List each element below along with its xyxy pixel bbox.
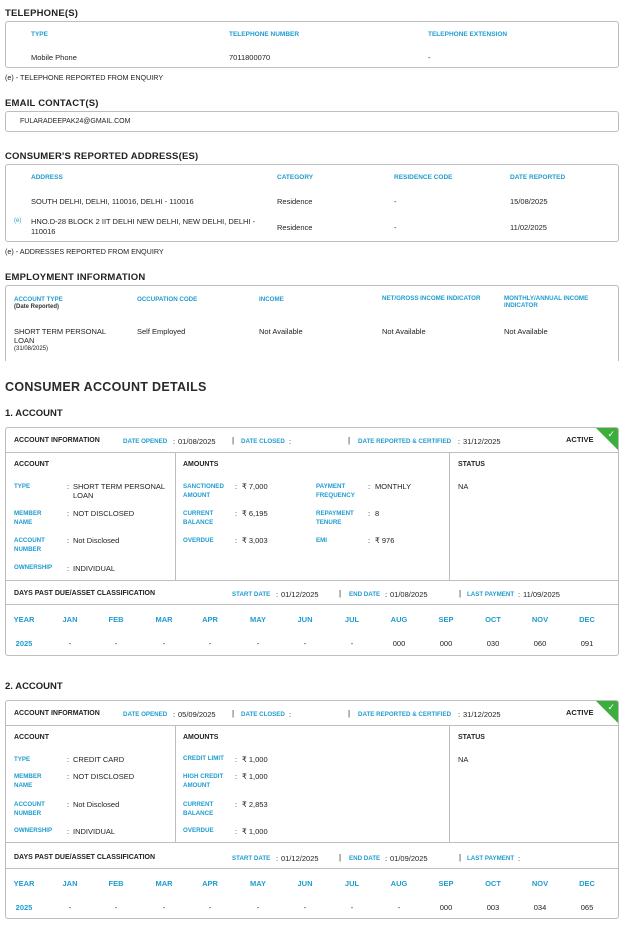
month-label: AUG (390, 879, 408, 888)
month-value: 091 (580, 639, 594, 648)
addresses-note: (e) - ADDRESSES REPORTED FROM ENQUIRY (5, 247, 164, 256)
account-2-date-reported-label: DATE REPORTED & CERTIFIED (358, 711, 452, 718)
telephones-table (5, 21, 619, 68)
account-col-title: ACCOUNT (14, 734, 49, 741)
month-label: OCT (485, 879, 501, 888)
month-value: - (68, 639, 72, 648)
address-2-category: Residence (277, 223, 313, 232)
amount-value: ₹ 7,000 (242, 482, 268, 491)
colon: : (235, 482, 238, 491)
amount-value: ₹ 6,195 (242, 509, 268, 518)
month-value: 030 (486, 639, 500, 648)
employment-date: (31/08/2025) (14, 346, 49, 352)
account-2-ownership: INDIVIDUAL (73, 827, 116, 836)
month-value: - (68, 903, 72, 912)
month-value: 000 (392, 639, 406, 648)
telephone-extension: - (428, 53, 431, 62)
amount-value: ₹ 3,003 (242, 536, 268, 545)
month-label: DEC (579, 615, 595, 624)
account-2-end-date: 01/09/2025 (390, 854, 428, 863)
colon: : (289, 437, 292, 446)
account-1-start-date: 01/12/2025 (281, 590, 319, 599)
month-label: DEC (579, 879, 595, 888)
month-label: NOV (531, 879, 549, 888)
month-value: - (162, 639, 166, 648)
addresses-header-date: DATE REPORTED (510, 174, 566, 181)
amount-label: OVERDUE (183, 537, 214, 544)
month-value: - (114, 639, 118, 648)
employment-occupation: Self Employed (137, 327, 186, 336)
account-2-member-name: NOT DISCLOSED (73, 772, 135, 781)
amount-label: CURRENT BALANCE (183, 510, 214, 526)
amount-value: MONTHLY (375, 482, 412, 491)
account-1-date-reported: 31/12/2025 (463, 437, 501, 446)
colon: : (67, 800, 70, 809)
status-col-title: STATUS (458, 461, 485, 468)
account-1-card (5, 427, 619, 656)
month-label: JAN (62, 615, 78, 624)
colon: : (368, 536, 371, 545)
month-value: - (162, 903, 166, 912)
colon: : (458, 437, 461, 446)
separator: | (339, 589, 342, 598)
addresses-table (5, 164, 619, 242)
amount-value: ₹ 976 (375, 536, 395, 545)
account-details-title: CONSUMER ACCOUNT DETAILS (5, 380, 207, 394)
colon: : (368, 482, 371, 491)
account-2-year: 2025 (15, 903, 33, 912)
account-2-info-label: ACCOUNT INFORMATION (14, 710, 100, 717)
account-1-type: SHORT TERM PERSONAL LOAN (73, 482, 165, 500)
colon: : (235, 536, 238, 545)
telephones-header-number: TELEPHONE NUMBER (229, 31, 300, 38)
amounts-col-title: AMOUNTS (183, 461, 219, 468)
employment-monthly-annual: Not Available (504, 327, 548, 336)
account-2-status: NA (458, 755, 469, 764)
last-payment-label: LAST PAYMENT (467, 855, 515, 862)
email-box (5, 111, 619, 132)
check-icon: ✓ (607, 702, 615, 712)
year-label: YEAR (13, 615, 35, 624)
employment-title: EMPLOYMENT INFORMATION (5, 272, 146, 283)
month-label: MAY (250, 879, 266, 888)
amount-value: ₹ 1,000 (242, 827, 268, 836)
month-label: SEP (438, 615, 454, 624)
employment-income: Not Available (259, 327, 303, 336)
month-label: NOV (531, 615, 549, 624)
month-value: - (208, 639, 212, 648)
check-icon: ✓ (607, 429, 615, 439)
amount-label: REPAYMENT TENURE (316, 510, 354, 526)
amount-label: CURRENT BALANCE (183, 801, 214, 817)
amount-value: ₹ 2,853 (242, 800, 268, 809)
account-2-status-badge: ACTIVE (566, 708, 594, 717)
account-1-last-payment: 11/09/2025 (523, 590, 560, 599)
colon: : (67, 536, 70, 545)
month-label: FEB (108, 615, 124, 624)
colon: : (235, 755, 238, 764)
separator: | (348, 709, 351, 718)
colon: : (67, 755, 70, 764)
amount-label: SANCTIONED AMOUNT (183, 483, 224, 499)
colon: : (235, 772, 238, 781)
member-name-label: MEMBER NAME (14, 510, 42, 526)
end-date-label: END DATE (349, 855, 381, 862)
telephone-type: Mobile Phone (31, 53, 77, 62)
amount-label: EMI (316, 537, 328, 544)
account-2-date-closed-label: DATE CLOSED (241, 711, 285, 718)
addresses-header-category: CATEGORY (277, 174, 314, 181)
colon: : (289, 710, 292, 719)
colon: : (276, 854, 279, 863)
email-value: FULARADEEPAK24@GMAIL.COM (20, 118, 131, 125)
employment-net-gross: Not Available (382, 327, 426, 336)
account-col-title: ACCOUNT (14, 461, 49, 468)
month-value: - (256, 639, 260, 648)
employment-header-date-reported: (Date Reported) (14, 304, 60, 310)
colon: : (67, 509, 70, 518)
separator: | (232, 709, 235, 718)
account-1-date-reported-label: DATE REPORTED & CERTIFIED (358, 438, 452, 445)
month-value: 034 (533, 903, 547, 912)
employment-header-occupation: OCCUPATION CODE (137, 296, 198, 303)
month-label: JAN (62, 879, 78, 888)
account-2-type: CREDIT CARD (73, 755, 125, 764)
amount-value: ₹ 1,000 (242, 755, 268, 764)
employment-account-type: SHORT TERM PERSONAL LOAN (14, 327, 106, 345)
month-value: - (350, 639, 354, 648)
month-label: AUG (390, 615, 408, 624)
month-label: JUN (297, 879, 313, 888)
month-value: 003 (486, 903, 500, 912)
account-2-date-opened-label: DATE OPENED (123, 711, 168, 718)
colon: : (235, 509, 238, 518)
month-label: JUL (344, 879, 360, 888)
address-1-category: Residence (277, 197, 313, 206)
employment-header-net-gross: NET/GROSS INCOME INDICATOR (382, 295, 481, 302)
last-payment-label: LAST PAYMENT (467, 591, 515, 598)
amount-value: 8 (375, 509, 380, 518)
colon: : (67, 772, 70, 781)
account-2-account-number: Not Disclosed (73, 800, 120, 809)
colon: : (173, 710, 176, 719)
month-value: - (350, 903, 354, 912)
month-label: APR (202, 615, 218, 624)
month-value: 065 (580, 903, 594, 912)
address-1-text: SOUTH DELHI, DELHI, 110016, DELHI - 110016 (31, 197, 194, 206)
type-label: TYPE (14, 483, 31, 490)
amount-label: PAYMENT FREQUENCY (316, 483, 355, 499)
colon: : (235, 827, 238, 836)
account-2-start-date: 01/12/2025 (281, 854, 319, 863)
account-1-date-opened-label: DATE OPENED (123, 438, 168, 445)
separator: | (459, 853, 462, 862)
account-2-heading: 2. ACCOUNT (5, 681, 63, 692)
member-name-label: MEMBER NAME (14, 773, 42, 789)
account-1-heading: 1. ACCOUNT (5, 408, 63, 419)
colon: : (67, 482, 70, 491)
colon: : (458, 710, 461, 719)
account-number-label: ACCOUNT NUMBER (14, 537, 45, 553)
colon: : (67, 827, 70, 836)
account-2-date-reported: 31/12/2025 (463, 710, 501, 719)
dpd-title: DAYS PAST DUE/ASSET CLASSIFICATION (14, 854, 156, 861)
amount-value: ₹ 1,000 (242, 772, 268, 781)
employment-header-income: INCOME (259, 296, 284, 303)
start-date-label: START DATE (232, 855, 271, 862)
month-value: - (114, 903, 118, 912)
colon: : (276, 590, 279, 599)
amount-label: OVERDUE (183, 827, 214, 834)
month-label: MAY (250, 615, 266, 624)
colon: : (67, 564, 70, 573)
month-label: JUL (344, 615, 360, 624)
address-1-date: 15/08/2025 (510, 197, 548, 206)
account-1-date-closed-label: DATE CLOSED (241, 438, 285, 445)
account-1-status-badge: ACTIVE (566, 435, 594, 444)
employment-table (5, 285, 619, 361)
address-2-date: 11/02/2025 (510, 223, 547, 232)
addresses-header-residence-code: RESIDENCE CODE (394, 174, 453, 181)
telephone-number: 7011800070 (229, 53, 271, 62)
telephones-note: (e) - TELEPHONE REPORTED FROM ENQUIRY (5, 73, 164, 82)
account-1-info-label: ACCOUNT INFORMATION (14, 437, 100, 444)
month-label: JUN (297, 615, 313, 624)
account-2-date-opened: 05/09/2025 (178, 710, 216, 719)
month-value: - (303, 903, 307, 912)
address-1-code: - (394, 197, 397, 206)
colon: : (518, 854, 521, 863)
separator: | (348, 436, 351, 445)
ownership-label: OWNERSHIP (14, 827, 53, 834)
start-date-label: START DATE (232, 591, 271, 598)
month-label: SEP (438, 879, 454, 888)
account-number-label: ACCOUNT NUMBER (14, 801, 45, 817)
month-value: - (303, 639, 307, 648)
separator: | (339, 853, 342, 862)
amount-label: HIGH CREDIT AMOUNT (183, 773, 224, 789)
status-col-title: STATUS (458, 734, 485, 741)
addresses-title: CONSUMER'S REPORTED ADDRESS(ES) (5, 151, 199, 162)
address-2-text: HNO.D-28 BLOCK 2 IIT DELHI NEW DELHI, NEW DELHI, DELHI - 110016 (31, 217, 256, 236)
month-label: MAR (155, 879, 173, 888)
month-value: - (208, 903, 212, 912)
address-2-flag: (e) (14, 218, 22, 224)
addresses-header-address: ADDRESS (31, 174, 63, 181)
end-date-label: END DATE (349, 591, 381, 598)
separator: | (459, 589, 462, 598)
amount-label: CREDIT LIMIT (183, 755, 224, 762)
month-label: MAR (155, 615, 173, 624)
account-1-status: NA (458, 482, 469, 491)
month-value: - (256, 903, 260, 912)
amounts-col-title: AMOUNTS (183, 734, 219, 741)
account-1-account-number: Not Disclosed (73, 536, 120, 545)
month-label: OCT (485, 615, 501, 624)
month-label: APR (202, 879, 218, 888)
employment-header-account-type: ACCOUNT TYPE (14, 296, 63, 303)
address-2-code: - (394, 223, 397, 232)
employment-header-monthly-annual: MONTHLY/ANNUAL INCOME INDICATOR (504, 295, 589, 309)
telephones-header-type: TYPE (31, 31, 48, 38)
colon: : (235, 800, 238, 809)
ownership-label: OWNERSHIP (14, 564, 53, 571)
account-1-date-opened: 01/08/2025 (178, 437, 216, 446)
telephones-header-extension: TELEPHONE EXTENSION (428, 31, 508, 38)
month-value: - (397, 903, 401, 912)
email-title: EMAIL CONTACT(S) (5, 98, 99, 109)
account-2-card (5, 700, 619, 919)
telephones-title: TELEPHONE(S) (5, 8, 79, 19)
account-1-member-name: NOT DISCLOSED (73, 509, 135, 518)
colon: : (518, 590, 521, 599)
month-value: 060 (533, 639, 547, 648)
colon: : (173, 437, 176, 446)
colon: : (385, 854, 388, 863)
account-1-end-date: 01/08/2025 (390, 590, 428, 599)
colon: : (385, 590, 388, 599)
year-label: YEAR (13, 879, 35, 888)
account-1-year: 2025 (15, 639, 33, 648)
colon: : (368, 509, 371, 518)
month-label: FEB (108, 879, 124, 888)
month-value: 000 (439, 903, 453, 912)
account-1-ownership: INDIVIDUAL (73, 564, 116, 573)
month-value: 000 (439, 639, 453, 648)
dpd-title: DAYS PAST DUE/ASSET CLASSIFICATION (14, 590, 156, 597)
separator: | (232, 436, 235, 445)
type-label: TYPE (14, 756, 31, 763)
